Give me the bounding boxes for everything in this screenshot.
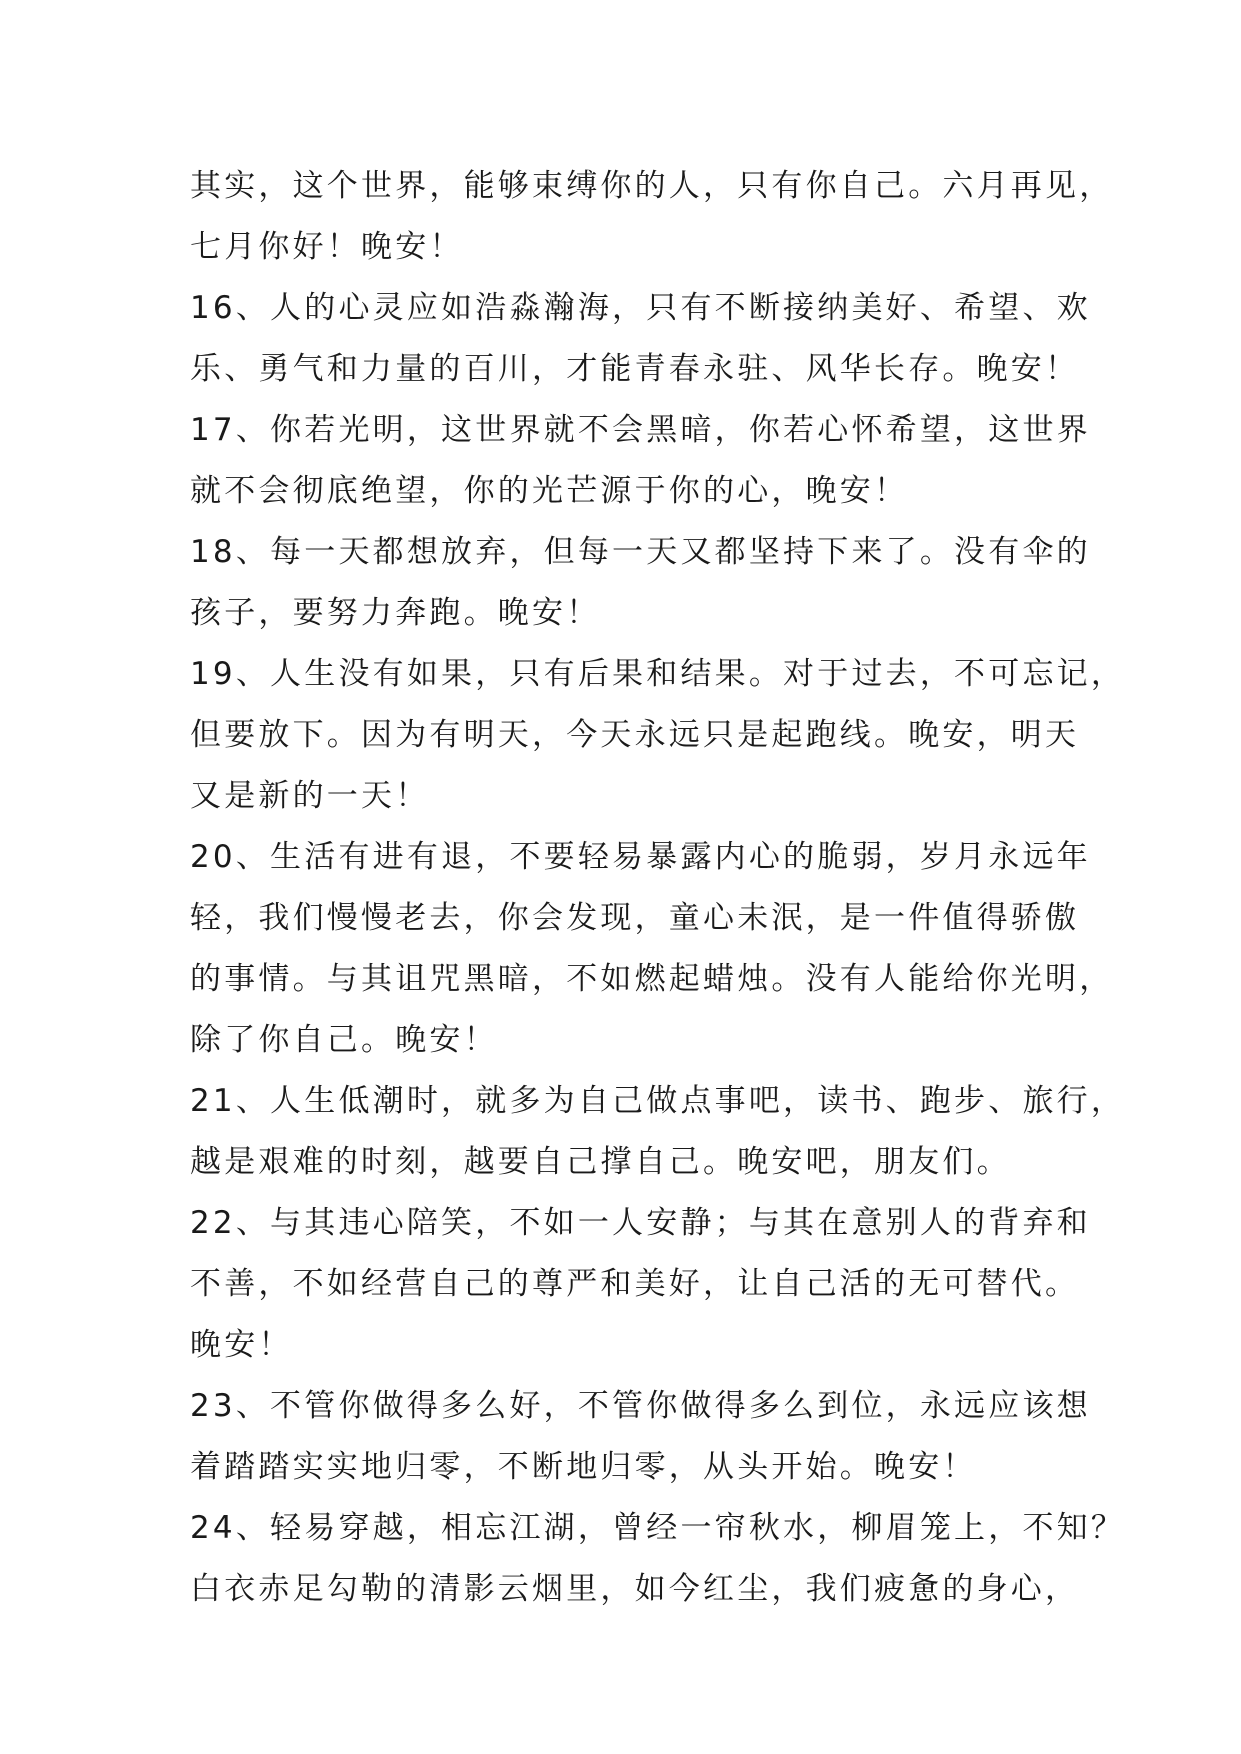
text-line-11: 又是新的一天！ [190,778,430,814]
text-line-3: 16、人的心灵应如浩淼瀚海，只有不断接纳美好、希望、欢 [190,290,1091,326]
text-line-5: 17、你若光明，这世界就不会黑暗，你若心怀希望，这世界 [190,412,1091,448]
text-line-13: 轻，我们慢慢老去，你会发现，童心未泯，是一件值得骄傲 [190,900,1080,936]
text-line-20: 晚安！ [190,1327,293,1363]
text-line-8: 孩子，要努力奔跑。晚安！ [190,595,601,631]
text-line-4: 乐、勇气和力量的百川，才能青春永驻、风华长存。晚安！ [190,351,1080,387]
document-body [190,156,1126,1620]
text-line-19: 不善，不如经营自己的尊严和美好，让自己活的无可替代。 [190,1266,1080,1302]
text-line-10: 但要放下。因为有明天，今天永远只是起跑线。晚安，明天 [190,717,1080,753]
text-line-12: 20、生活有进有退，不要轻易暴露内心的脆弱，岁月永远年 [190,839,1091,875]
text-line-7: 18、每一天都想放弃，但每一天又都坚持下来了。没有伞的 [190,534,1091,570]
text-line-14: 的事情。与其诅咒黑暗，不如燃起蜡烛。没有人能给你光明， [190,961,1114,997]
text-line-24: 白衣赤足勾勒的清影云烟里，如今红尘，我们疲惫的身心， [190,1571,1080,1607]
text-line-22: 着踏踏实实地归零，不断地归零，从头开始。晚安！ [190,1449,977,1485]
text-line-2: 七月你好！晚安！ [190,229,464,265]
text-line-23: 24、轻易穿越，相忘江湖，曾经一帘秋水，柳眉笼上，不知？ [190,1510,1126,1546]
text-line-9: 19、人生没有如果，只有后果和结果。对于过去，不可忘记， [190,656,1126,692]
text-line-18: 22、与其违心陪笑，不如一人安静；与其在意别人的背弃和 [190,1205,1091,1241]
text-line-1: 其实，这个世界，能够束缚你的人，只有你自己。六月再见， [190,168,1114,204]
text-line-15: 除了你自己。晚安！ [190,1022,498,1058]
text-line-6: 就不会彻底绝望，你的光芒源于你的心，晚安！ [190,473,909,509]
text-line-16: 21、人生低潮时，就多为自己做点事吧，读书、跑步、旅行， [190,1083,1126,1119]
text-line-17: 越是艰难的时刻，越要自己撑自己。晚安吧，朋友们。 [190,1144,1011,1180]
text-line-21: 23、不管你做得多么好，不管你做得多么到位，永远应该想 [190,1388,1091,1424]
